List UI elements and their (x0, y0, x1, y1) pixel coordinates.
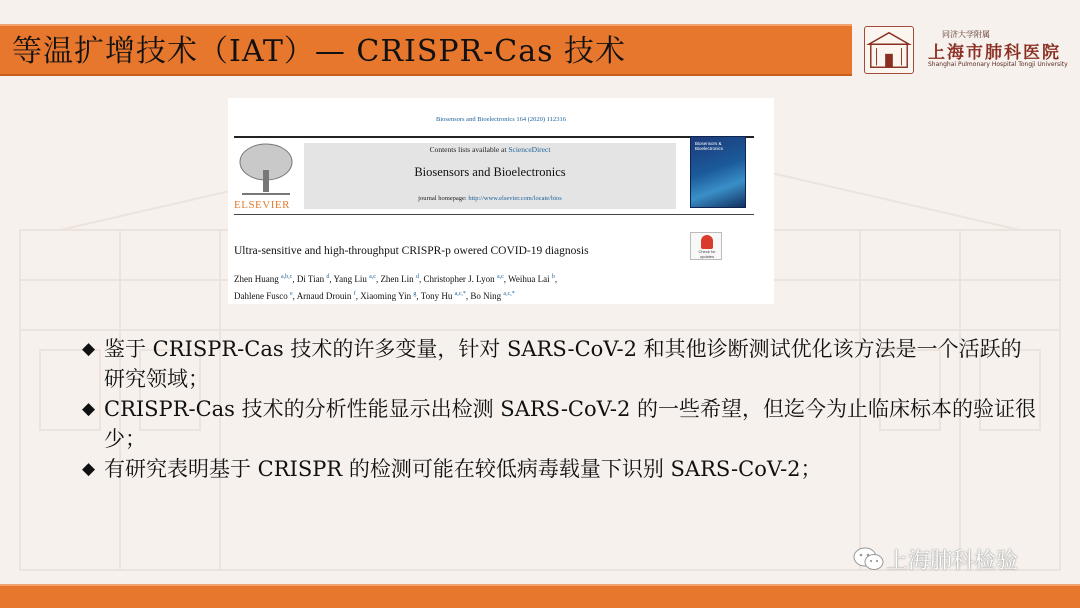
check-updates-icon (701, 235, 713, 249)
divider-top (234, 136, 754, 138)
diamond-bullet-icon: ◆ (82, 459, 96, 479)
diamond-bullet-icon: ◆ (82, 399, 96, 419)
bullet-text: CRISPR-Cas 技术的分析性能显示出检测 SARS-CoV-2 的一些希望，但迄今为止临床标本的验证很少； (104, 397, 1037, 451)
author: Dahlene Fusco $^e$ (234, 291, 293, 301)
author: Tony Hu $^{a,c,*}$ (420, 291, 466, 301)
contents-line (304, 145, 676, 154)
title-bar (0, 24, 852, 76)
hospital-emblem-icon (864, 26, 914, 74)
bottom-bar (0, 584, 1080, 608)
bullet-list (82, 334, 1042, 484)
sciencedirect-link[interactable]: ScienceDirect (508, 145, 551, 154)
check-for-updates-button[interactable] (690, 232, 722, 260)
homepage-line (304, 195, 676, 202)
homepage-prefix: journal homepage: (418, 195, 469, 202)
logo-english-name: Shanghai Pulmonary Hospital Tongji University (928, 61, 1068, 68)
journal-reference: Biosensors and Bioelectronics 164 (2020) 112316 (436, 116, 566, 123)
journal-cover (690, 136, 746, 208)
bullet-item (82, 394, 1042, 454)
author: Zhen Huang $^{a,b,c}$ (234, 274, 293, 284)
hospital-logo (862, 26, 1074, 74)
paper-title: Ultra-sensitive and high-throughput CRISPR-p owered COVID-19 diagnosis (234, 245, 589, 257)
author: Bo Ning $^{a,c,*}$ (470, 291, 515, 301)
journal-name: Biosensors and Bioelectronics (414, 165, 566, 179)
bullet-text: 有研究表明基于 CRISPR 的检测可能在较低病毒载量下识别 SARS-CoV-2； (104, 457, 822, 481)
author: Di Tian $^d$ (296, 274, 330, 284)
homepage-link[interactable]: http://www.elsevier.com/locate/bios (468, 195, 562, 202)
author: Xiaoming Yin $^g$ (360, 291, 417, 301)
bullet-item (82, 454, 1042, 484)
author: Arnaud Drouin $^f$ (296, 291, 356, 301)
author: Christopher J. Lyon $^{a,c}$ (423, 274, 504, 284)
logo-hospital-name: 上海市肺科医院 (928, 43, 1061, 63)
bullet-item (82, 334, 1042, 394)
watermark-text: 上海肺科检验 (886, 549, 1019, 574)
cover-title: Biosensors & Bioelectronics (695, 141, 724, 151)
watermark (852, 542, 1072, 576)
contents-prefix: Contents lists available at (429, 145, 509, 154)
author: Zhen Lin $^d$ (380, 274, 419, 284)
journal-band (304, 143, 676, 209)
logo-affiliation: 同济大学附属 (942, 30, 990, 39)
bullet-text: 鉴于 CRISPR-Cas 技术的许多变量，针对 SARS-CoV-2 和其他诊断测试优化该方法是一个活跃的研究领域； (104, 337, 1022, 391)
diamond-bullet-icon: ◆ (82, 339, 96, 359)
divider-bottom (234, 214, 754, 215)
slide-title: 等温扩增技术（IAT）— CRISPR-Cas 技术 (12, 34, 627, 69)
author-list: Zhen Huang $^{a,b,c}$, Di Tian $^d$, Yang Liu $^{a,c}$, Zhen Lin $^d$, Christopher J. Lyon $^{a,c}$, Weihua Lai $^b$, Dahlene Fusco $^e$, Arnaud Drouin $^f$, Xiaoming Yin $^g$, Tony Hu $^{a,c,*}$, Bo Ning $^{a,c,*}$ (234, 274, 558, 301)
author: Weihua Lai $^b$ (508, 274, 555, 284)
wechat-icon (852, 546, 886, 572)
paper-excerpt (228, 98, 774, 304)
author: Yang Liu $^{a,c}$ (333, 274, 376, 284)
publisher-name: ELSEVIER (234, 199, 290, 211)
check-updates-label: Check for updates (698, 249, 716, 259)
elsevier-tree-icon (234, 140, 298, 198)
